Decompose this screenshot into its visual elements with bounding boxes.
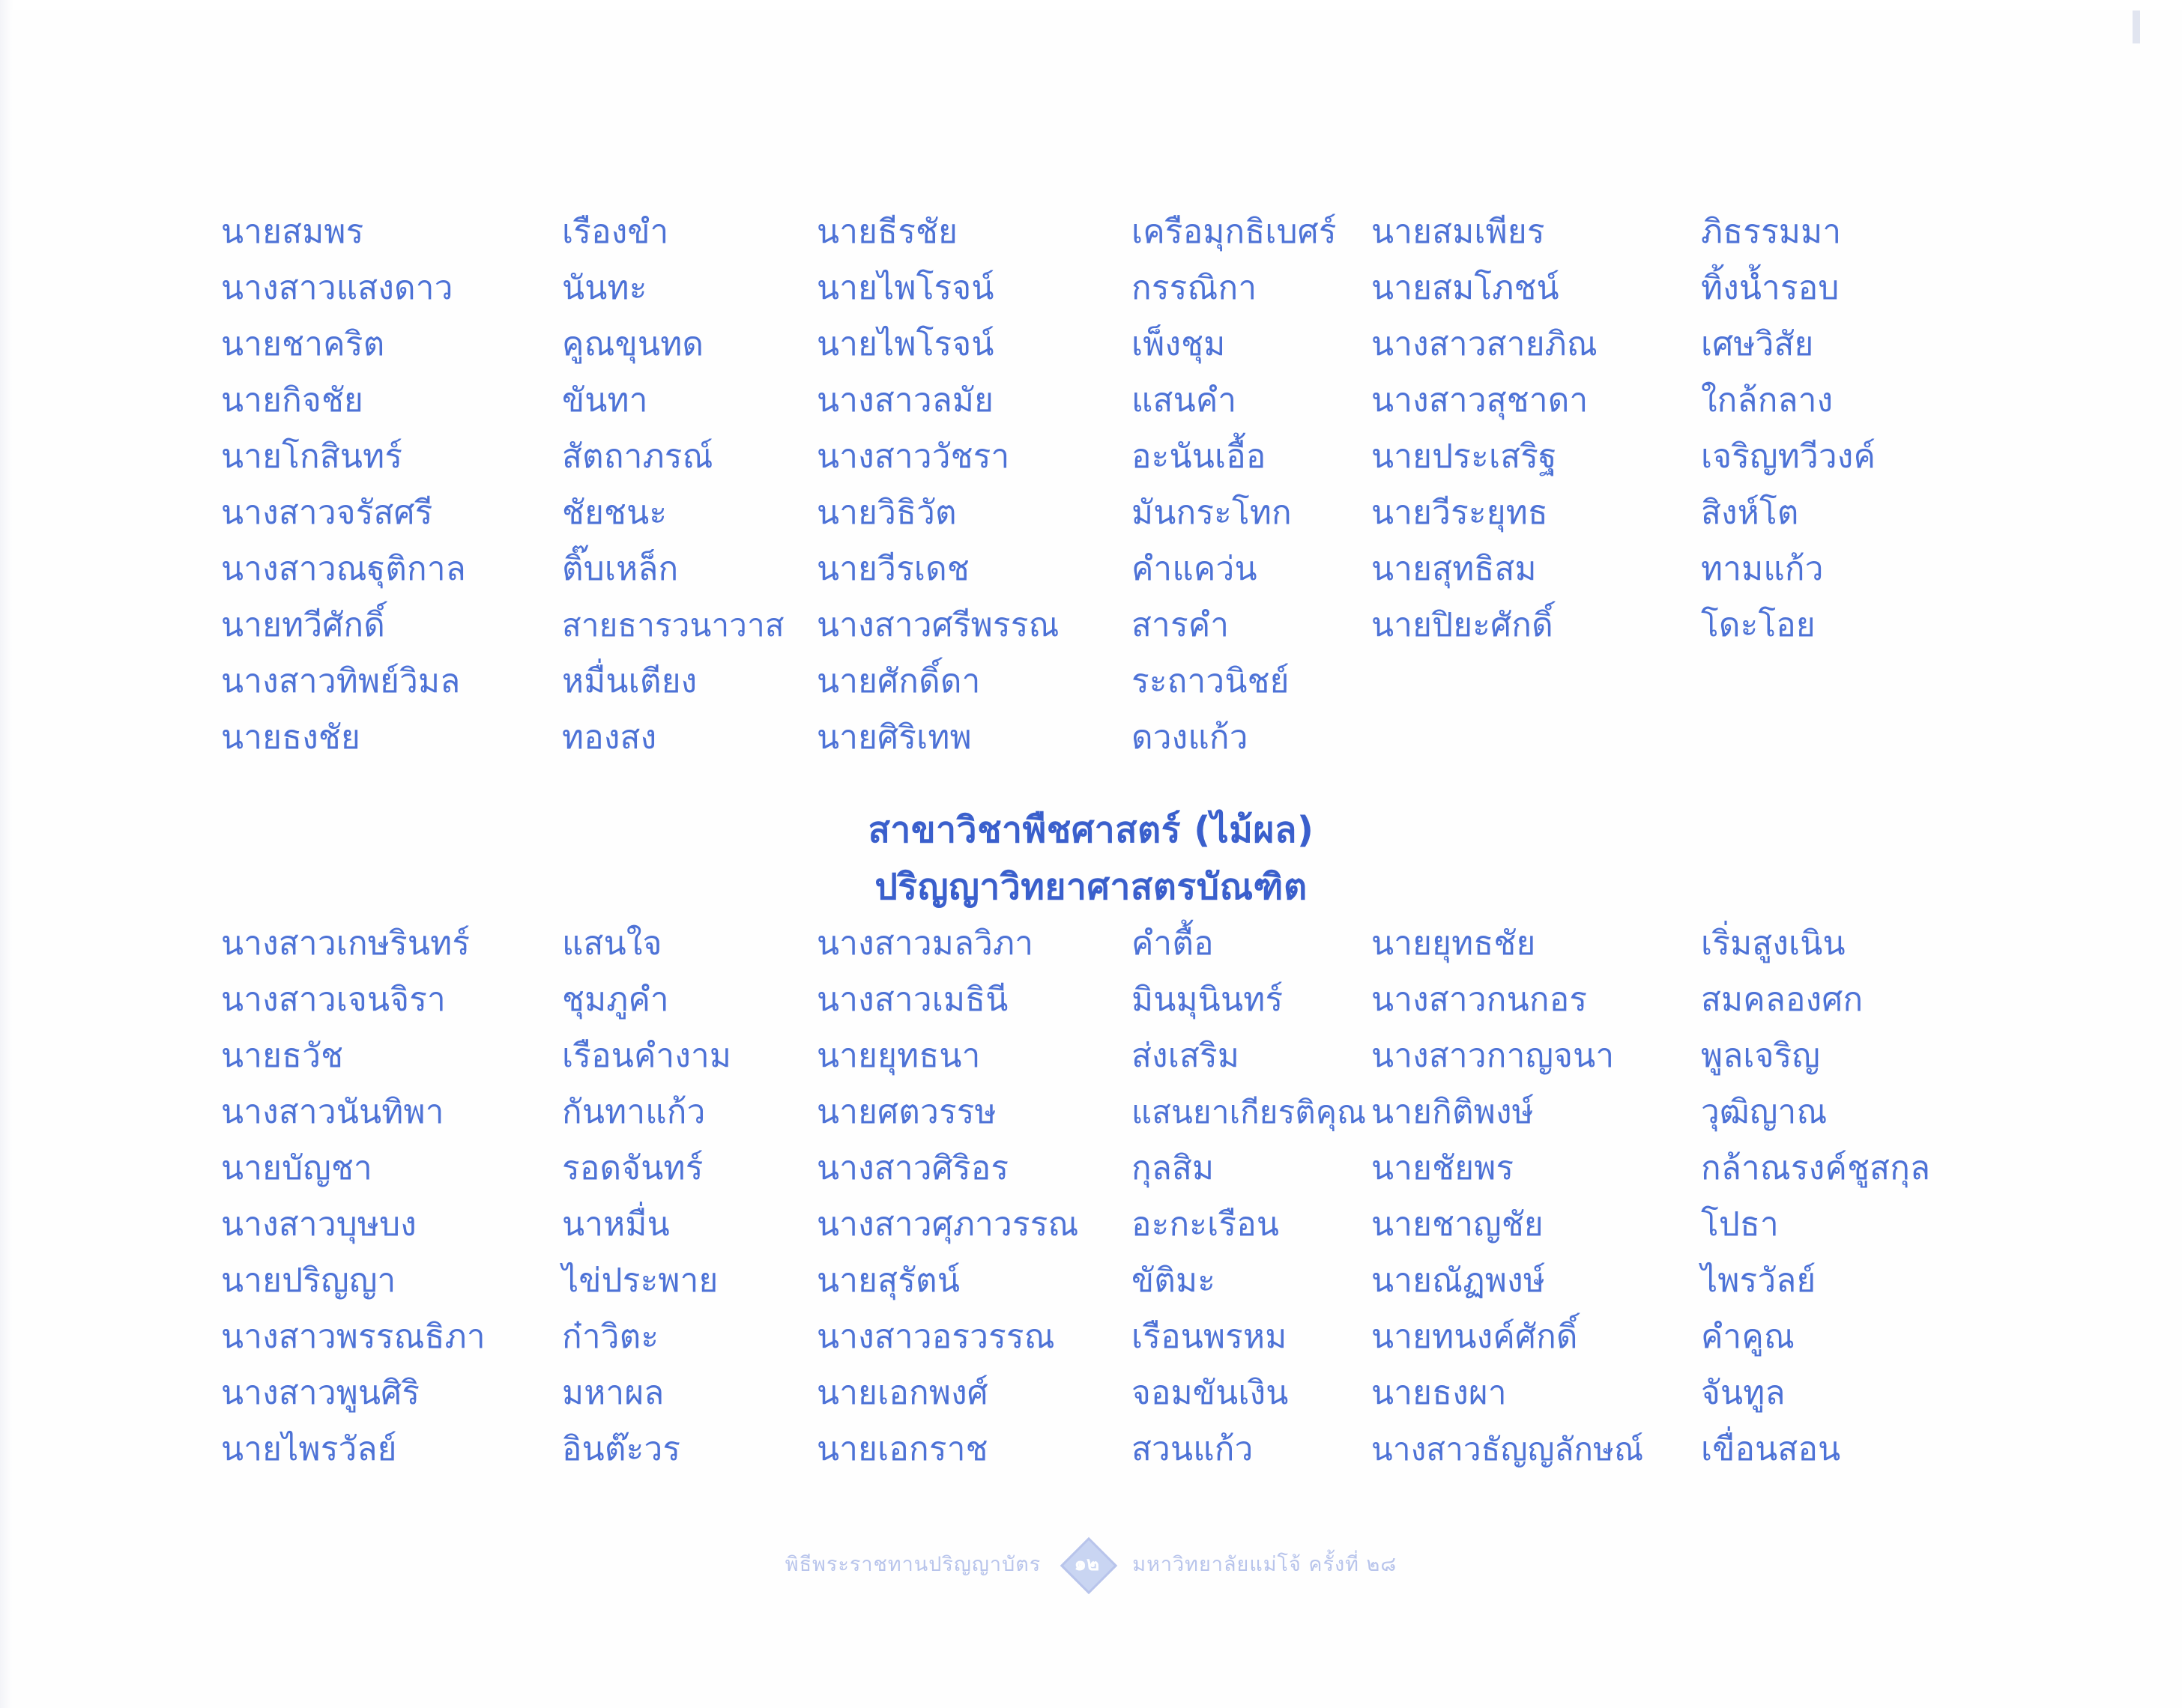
name-entry: นางสาวทิพย์วิมล xyxy=(221,662,461,700)
name-entry: ก๋าวิตะ xyxy=(562,1318,659,1356)
name-column xyxy=(1701,915,2001,1477)
name-entry: กันทาแก้ว xyxy=(562,1093,706,1131)
name-entry: ใกล้กลาง xyxy=(1701,381,1834,420)
name-entry: คูณขุนทด xyxy=(562,325,704,363)
name-entry: แสนคำ xyxy=(1131,381,1237,420)
footer-left-text: พิธีพระราชทานปริญญาบัตร xyxy=(785,1552,1042,1576)
name-entry: นายสมพร xyxy=(221,213,364,251)
name-entry: นางสาวพรรณธิภา xyxy=(221,1318,486,1356)
name-entry: กรรณิกา xyxy=(1131,269,1257,307)
name-entry: นางสาวสายภิณ xyxy=(1371,325,1598,363)
name-entry: เพ็งชุม xyxy=(1131,325,1226,363)
name-entry: นายไพโรจน์ xyxy=(817,269,994,307)
name-column xyxy=(221,915,562,1477)
name-entry: นายสุทธิสม xyxy=(1371,550,1537,588)
name-entry: สายธารวนาวาส xyxy=(562,607,785,643)
name-entry: นางสาวแสงดาว xyxy=(221,269,453,307)
name-entry: เรืองขำ xyxy=(562,213,669,251)
name-entry: พูลเจริญ xyxy=(1701,1037,1821,1075)
name-entry: ขัติมะ xyxy=(1131,1262,1216,1300)
name-entry: จันทูล xyxy=(1701,1374,1786,1412)
name-entry: เรือนพรหม xyxy=(1131,1318,1287,1356)
name-entry: ขันทา xyxy=(562,381,648,420)
name-entry: นายยุทธชัย xyxy=(1371,924,1536,963)
name-entry: สารคำ xyxy=(1131,606,1230,644)
name-entry: ทองสง xyxy=(562,718,657,757)
name-entry: นางสาวบุษบง xyxy=(221,1205,417,1244)
page-number-badge xyxy=(1059,1536,1114,1591)
name-entry: นายศักดิ์ดา xyxy=(817,662,981,700)
name-column xyxy=(817,915,1131,1477)
name-entry: แสนใจ xyxy=(562,924,662,963)
name-entry: ทิ้งน้ำรอบ xyxy=(1701,269,1840,307)
name-entry: นางสาวจรัสศรี xyxy=(221,494,433,532)
name-entry: นางสาวเจนจิรา xyxy=(221,981,446,1019)
name-entry: นายยุทธนา xyxy=(817,1037,981,1075)
name-entry: สวนแก้ว xyxy=(1131,1430,1254,1468)
name-entry: นายไพโรจน์ xyxy=(817,325,994,363)
footer-right-text: มหาวิทยาลัยแม่โจ้ ครั้งที่ ๒๘ xyxy=(1132,1552,1397,1576)
name-entry: นายปริญญา xyxy=(221,1262,396,1300)
name-entry: สิงห์โต xyxy=(1701,494,1799,532)
name-entry: นายชาญชัย xyxy=(1371,1205,1544,1244)
name-entry: มันกระโทก xyxy=(1131,494,1292,532)
name-entry: มินมุนินทร์ xyxy=(1131,981,1284,1019)
name-entry: ภิธรรมมา xyxy=(1701,213,1842,251)
name-entry: นายณัฏพงษ์ xyxy=(1371,1262,1546,1300)
scan-mark xyxy=(2133,10,2140,43)
name-entry: นายเอกพงศ์ xyxy=(817,1374,988,1412)
name-entry: มหาผล xyxy=(562,1374,665,1412)
name-entry: โปธา xyxy=(1701,1205,1779,1244)
name-entry: ชัยชนะ xyxy=(562,494,668,532)
name-list-block-2 xyxy=(221,915,2001,1477)
name-entry: สัตถาภรณ์ xyxy=(562,437,713,476)
name-entry: นายบัญชา xyxy=(221,1149,372,1187)
section-heading xyxy=(0,802,2182,915)
name-column xyxy=(562,204,817,766)
name-entry: อินต๊ะวร xyxy=(562,1430,681,1468)
name-column xyxy=(1131,915,1371,1477)
name-entry: นายธงผา xyxy=(1371,1374,1507,1412)
name-entry: เศษวิสัย xyxy=(1701,325,1814,363)
name-column xyxy=(1371,204,1701,766)
name-entry: นายเอกราช xyxy=(817,1430,988,1468)
name-entry: ทามแก้ว xyxy=(1701,550,1824,588)
scan-edge-top xyxy=(0,0,2182,10)
name-entry: ติ๊บเหล็ก xyxy=(562,550,679,588)
name-entry: คำตื้อ xyxy=(1131,924,1214,963)
name-entry: นางสาวลมัย xyxy=(817,381,994,420)
name-entry: นายวีรเดช xyxy=(817,550,970,588)
name-entry: นายปิยะศักดิ์ xyxy=(1371,606,1553,644)
name-column xyxy=(1371,915,1701,1477)
name-entry: หมื่นเตียง xyxy=(562,662,698,700)
name-entry: นางสาวเกษรินทร์ xyxy=(221,924,471,963)
name-entry: นางสาวมลวิภา xyxy=(817,924,1034,963)
name-list-block-1 xyxy=(221,204,2001,766)
name-entry: นางสาวเมธินี xyxy=(817,981,1009,1019)
name-entry: กุลสิม xyxy=(1131,1149,1215,1187)
name-entry: อะกะเรือน xyxy=(1131,1205,1280,1244)
name-entry: นางสาวศุภาวรรณ xyxy=(817,1205,1079,1244)
heading-degree-line: ปริญญาวิทยาศาสตรบัณฑิต xyxy=(874,866,1308,908)
name-column xyxy=(562,915,817,1477)
name-entry: แสนยาเกียรติคุณ xyxy=(1131,1094,1367,1130)
name-entry: คำคูณ xyxy=(1701,1318,1795,1356)
page-footer xyxy=(0,1536,2182,1591)
name-entry: นางสาวศิริอร xyxy=(817,1149,1009,1187)
name-entry: นายวิธิวัต xyxy=(817,494,957,532)
name-entry: กล้าณรงค์ชูสกุล xyxy=(1701,1149,1931,1187)
name-entry: ไข่ประพาย xyxy=(562,1262,719,1300)
name-entry: เรือนคำงาม xyxy=(562,1037,732,1075)
name-entry: นายสุรัตน์ xyxy=(817,1262,961,1300)
heading-major-line: สาขาวิชาพืชศาสตร์ (ไม้ผล) xyxy=(868,809,1314,851)
name-entry: นางสาวศรีพรรณ xyxy=(817,606,1060,644)
name-entry: เครือมุกธิเบศร์ xyxy=(1131,213,1337,251)
name-column xyxy=(1701,204,2001,766)
name-entry: วุฒิญาณ xyxy=(1701,1093,1828,1131)
name-entry: ระถาวนิชย์ xyxy=(1131,662,1290,700)
name-entry: เขื่อนสอน xyxy=(1701,1430,1841,1468)
name-entry: ดวงแก้ว xyxy=(1131,718,1248,757)
name-entry: นายไพรวัลย์ xyxy=(221,1430,397,1468)
name-entry: นายกิจชัย xyxy=(221,381,364,420)
name-entry: นายชาคริต xyxy=(221,325,385,363)
name-entry: เจริญทวีวงค์ xyxy=(1701,437,1876,476)
name-entry: นางสาวกาญจนา xyxy=(1371,1037,1615,1075)
name-entry: นายกิติพงษ์ xyxy=(1371,1093,1534,1131)
name-entry: ส่งเสริม xyxy=(1131,1037,1240,1075)
name-entry: นางสาวธัญญลักษณ์ xyxy=(1371,1431,1644,1468)
name-entry: จอมขันเงิน xyxy=(1131,1374,1289,1412)
name-entry: นางสาววัชรา xyxy=(817,437,1010,476)
name-column xyxy=(221,204,562,766)
name-entry: นางสาวอรวรรณ xyxy=(817,1318,1055,1356)
name-entry: นายประเสริฐ xyxy=(1371,437,1557,476)
name-entry: นายธวัช xyxy=(221,1037,344,1075)
name-entry: นายธีรชัย xyxy=(817,213,958,251)
name-column xyxy=(817,204,1131,766)
name-entry: ชุมภูคำ xyxy=(562,981,669,1019)
name-entry: นายสมโภชน์ xyxy=(1371,269,1559,307)
name-entry: นายโกสินทร์ xyxy=(221,437,403,476)
name-entry: คำแคว่น xyxy=(1131,550,1257,588)
page-number: ๑๒ xyxy=(1074,1552,1100,1575)
name-entry: นายสมเพียร xyxy=(1371,213,1545,251)
name-entry: นายทนงค์ศักดิ์ xyxy=(1371,1318,1578,1356)
name-entry: นางสาวสุชาดา xyxy=(1371,381,1589,420)
name-entry: นันทะ xyxy=(562,269,647,307)
name-entry: นายศตวรรษ xyxy=(817,1093,997,1131)
name-entry: นายทวีศักดิ์ xyxy=(221,606,386,644)
name-entry: นายธงชัย xyxy=(221,718,360,757)
name-entry: เริ่มสูงเนิน xyxy=(1701,924,1846,963)
name-entry: นายชัยพร xyxy=(1371,1149,1514,1187)
name-entry: โดะโอย xyxy=(1701,606,1816,644)
name-entry: นางสาวกนกอร xyxy=(1371,981,1588,1019)
name-entry: นางสาวนันทิพา xyxy=(221,1093,444,1131)
name-entry: อะนันเอื้อ xyxy=(1131,437,1266,476)
name-entry: นายวีระยุทธ xyxy=(1371,494,1548,532)
name-entry: รอดจันทร์ xyxy=(562,1149,704,1187)
name-entry: นาหมื่น xyxy=(562,1205,670,1244)
name-entry: นางสาวพูนศิริ xyxy=(221,1374,420,1412)
name-entry: ไพรวัลย์ xyxy=(1701,1262,1816,1300)
name-entry: สมคลองศก xyxy=(1701,981,1864,1019)
name-entry: นายศิริเทพ xyxy=(817,718,972,757)
name-entry: นางสาวณฐุติกาล xyxy=(221,550,466,588)
name-column xyxy=(1131,204,1371,766)
